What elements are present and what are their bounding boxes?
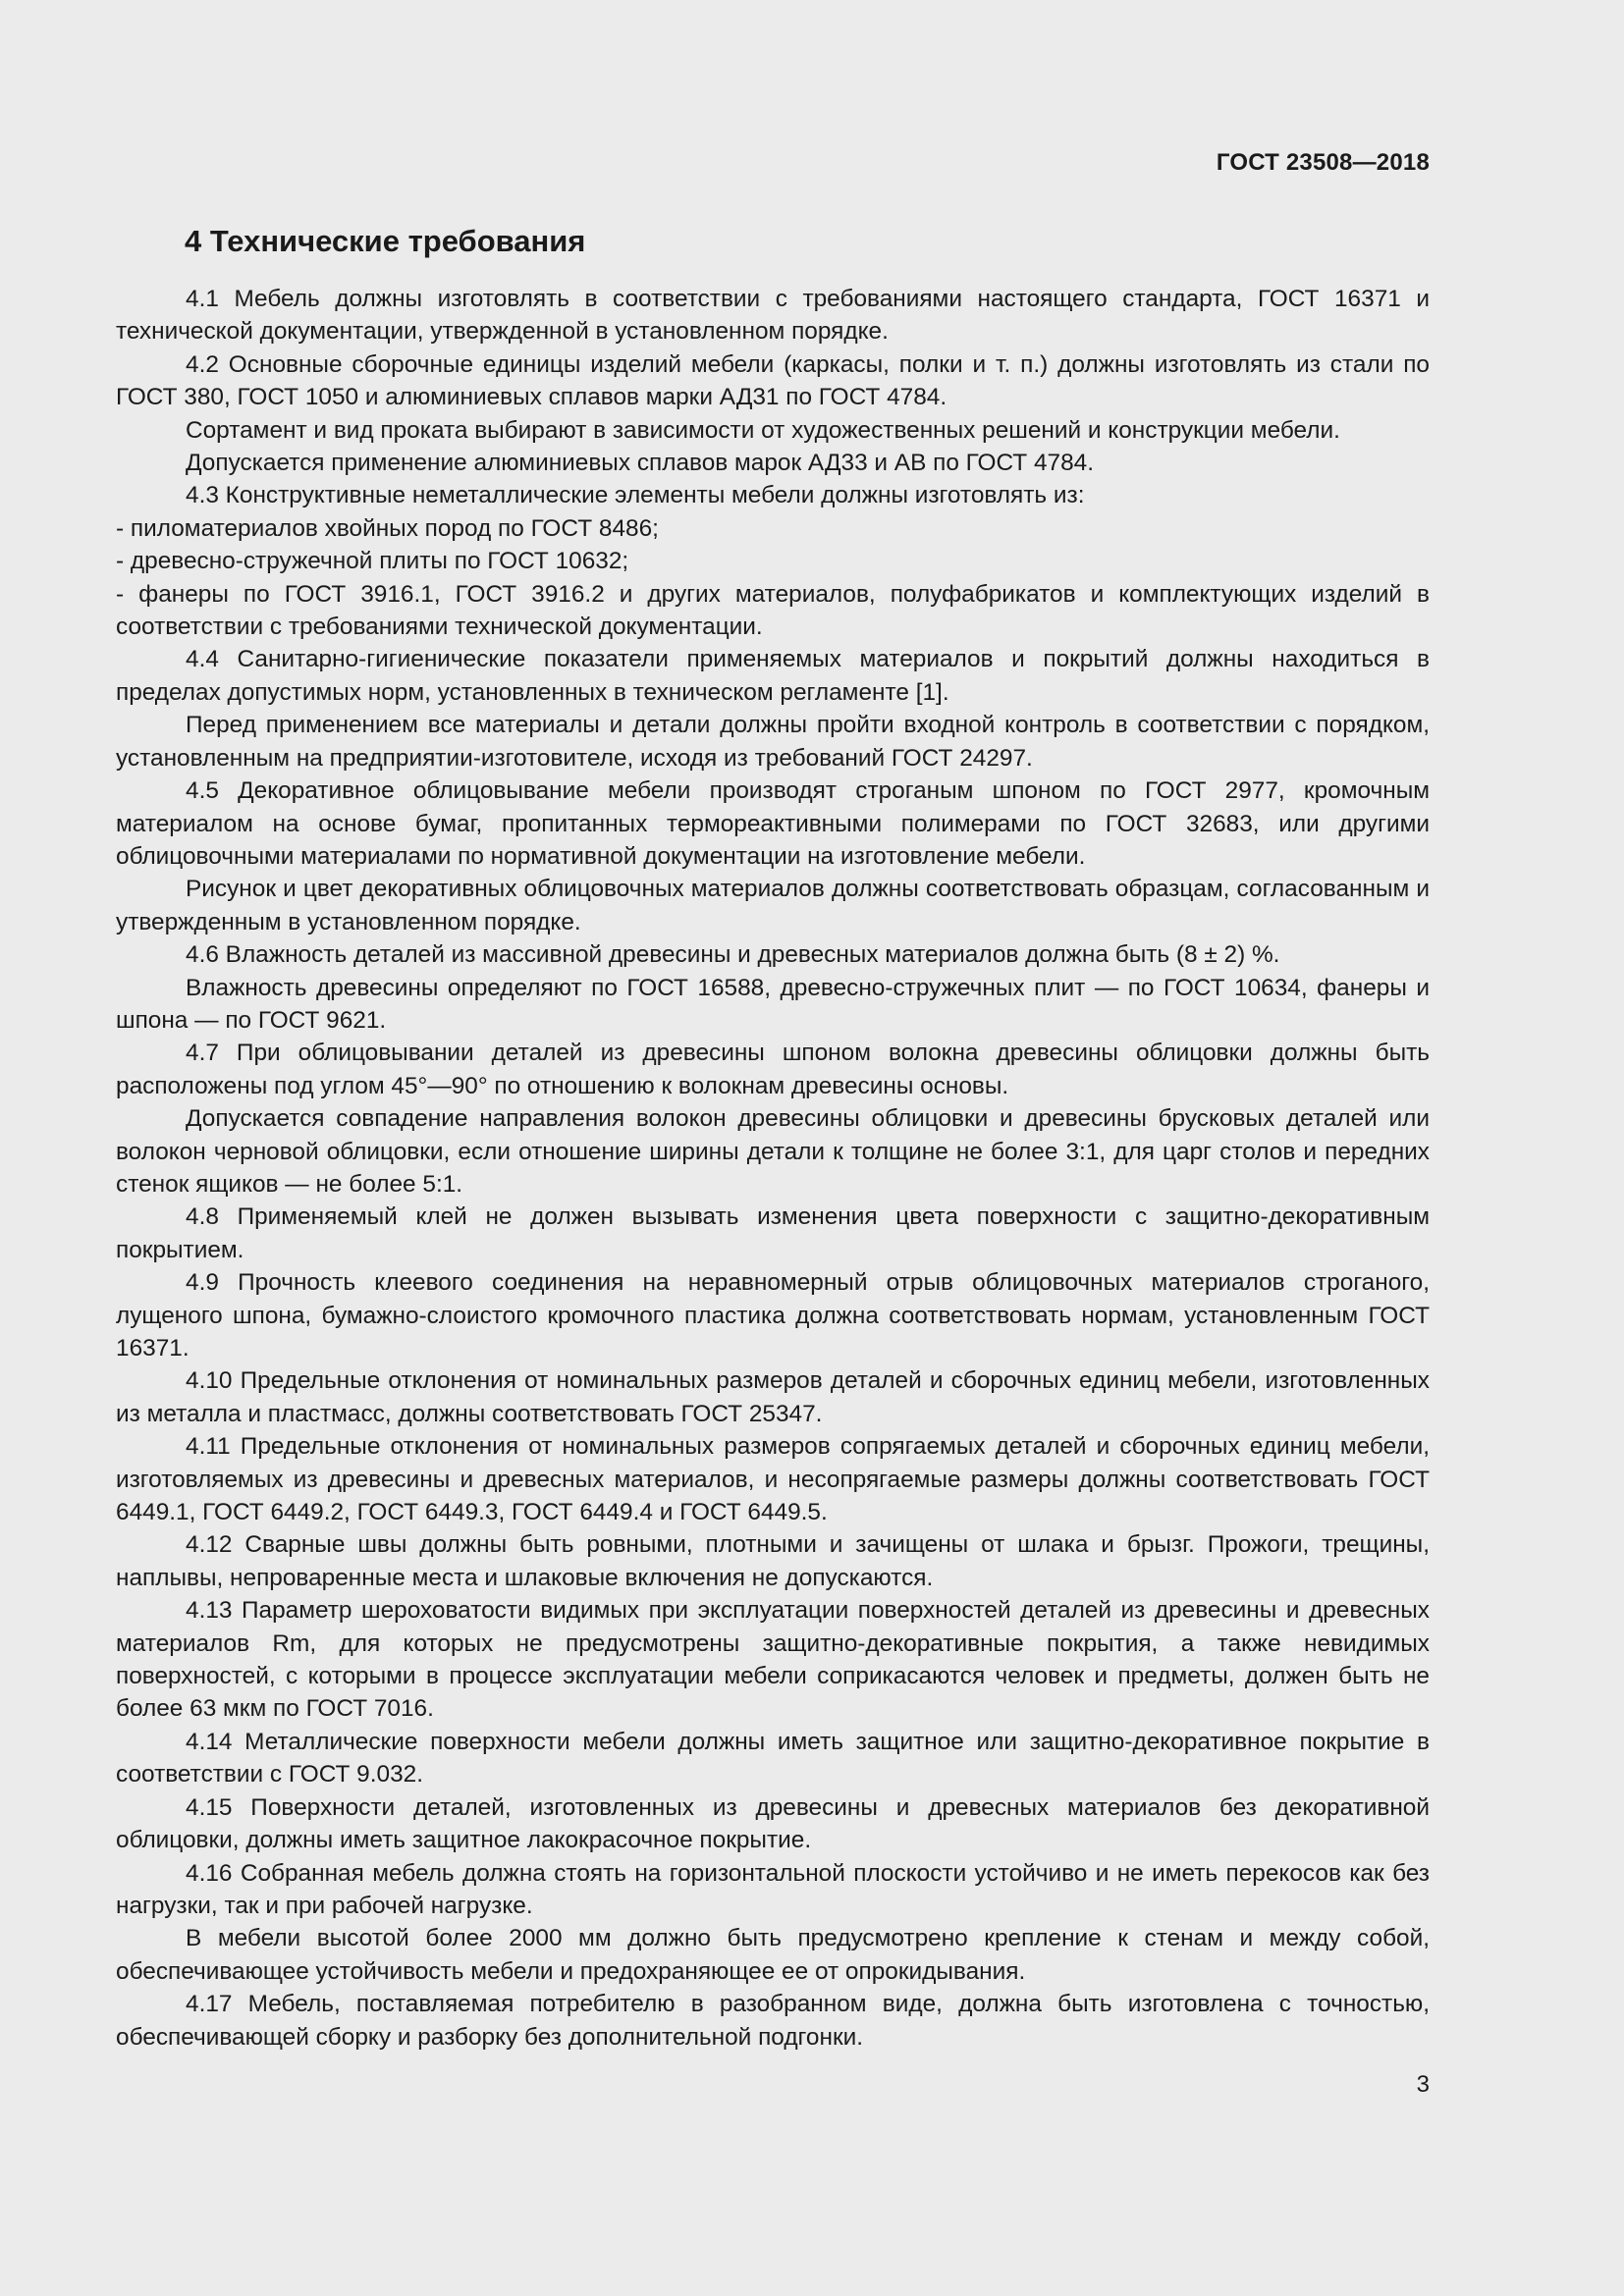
section-body [116,283,1430,2054]
list-item-plywood: - фанеры по ГОСТ 3916.1, ГОСТ 3916.2 и других материалов, полуфабрикатов и комплектующих изделий в соответствии с требованиями технической документации. [116,580,1430,641]
paragraph-pattern-color: Рисунок и цвет декоративных облицовочных материалов должны соответствовать образцам, согласованным и утвержденным в установленном порядке. [116,876,1430,935]
paragraph-4-9: 4.9 Прочность клеевого соединения на неравномерный отрыв облицовочных материалов строганого, лущеного шпона, бумажно-слоистого кромочного пластика должна соответствовать нормам, установленным ГОСТ 16371. [116,1269,1430,1362]
paragraph-4-2: 4.2 Основные сборочные единицы изделий мебели (каркасы, полки и т. п.) должны изготовлять из стали по ГОСТ 380, ГОСТ 1050 и алюминиевых сплавов марки АД31 по ГОСТ 4784. [116,350,1430,411]
document-number: ГОСТ 23508—2018 [1216,149,1430,176]
paragraph-4-13: 4.13 Параметр шероховатости видимых при эксплуатации поверхностей деталей из древесины и древесных материалов Rm, для которых не предусмотрены защитно-декоративные покрытия, а также невидимых поверхностей, с которыми в процессе эксплуатации мебели соприкасаются человек и предметы, должен быть не более 63 мкм по ГОСТ 7016. [116,1597,1430,1723]
paragraph-wall-mounting: В мебели высотой более 2000 мм должно быть предусмотрено крепление к стенам и между собой, обеспечивающее устойчивость мебели и предохраняющее ее от опрокидывания. [116,1925,1430,1985]
paragraph-4-17: 4.17 Мебель, поставляемая потребителю в разобранном виде, должна быть изготовлена с точностью, обеспечивающей сборку и разборку без дополнительной подгонки. [116,1991,1430,2051]
paragraph-input-control: Перед применением все материалы и детали должны пройти входной контроль в соответствии с порядком, установленным на предприятии-изготовителе, исходя из требований ГОСТ 24297. [116,712,1430,772]
paragraph-4-10: 4.10 Предельные отклонения от номинальных размеров деталей и сборочных единиц мебели, изготовленных из металла и пластмасс, должны соответствовать ГОСТ 25347. [116,1367,1430,1427]
paragraph-4-6: 4.6 Влажность деталей из массивной древесины и древесных материалов должна быть (8 ± 2) %. [186,941,1280,969]
paragraph-4-3: 4.3 Конструктивные неметаллические элементы мебели должны изготовлять из: [186,482,1085,509]
paragraph-4-7: 4.7 При облицовывании деталей из древесины шпоном волокна древесины облицовки должны быть расположены под углом 45°—90° по отношению к волокнам древесины основы. [116,1040,1430,1099]
paragraph-4-8: 4.8 Применяемый клей не должен вызывать изменения цвета поверхности с защитно-декоративным покрытием. [116,1203,1430,1263]
paragraph-4-14: 4.14 Металлические поверхности мебели должны иметь защитное или защитно-декоративное покрытие в соответствии с ГОСТ 9.032. [116,1728,1430,1789]
paragraph-4-12: 4.12 Сварные швы должны быть ровными, плотными и зачищены от шлака и брызг. Прожоги, трещины, наплывы, непроваренные места и шлаковые включения не допускаются. [116,1531,1430,1591]
paragraph-alloys: Допускается применение алюминиевых сплавов марок АД33 и АВ по ГОСТ 4784. [186,450,1094,477]
paragraph-moisture-method: Влажность древесины определяют по ГОСТ 16588, древесно-стружечных плит — по ГОСТ 10634, фанеры и шпона — по ГОСТ 9621. [116,974,1430,1034]
paragraph-4-15: 4.15 Поверхности деталей, изготовленных из древесины и древесных материалов без декоративной облицовки, должны иметь защитное лакокрасочное покрытие. [116,1793,1430,1854]
paragraph-4-4: 4.4 Санитарно-гигиенические показатели применяемых материалов и покрытий должны находиться в пределах допустимых норм, установленных в техническом регламенте [1]. [116,646,1430,706]
paragraph-4-5: 4.5 Декоративное облицовывание мебели производят строганым шпоном по ГОСТ 2977, кромочным материалом на основе бумаг, пропитанных термореактивными полимерами по ГОСТ 32683, или другими облицовочными материалами по нормативной документации на изготовление мебели. [116,777,1430,870]
paragraph-4-16: 4.16 Собранная мебель должна стоять на горизонтальной плоскости устойчиво и не иметь перекосов как без нагрузки, так и при рабочей нагрузке. [116,1859,1430,1919]
paragraph-4-1: 4.1 Мебель должны изготовлять в соответствии с требованиями настоящего стандарта, ГОСТ 16371 и технической документации, утвержденной в установленном порядке. [116,286,1430,346]
list-item-particleboard: - древесно-стружечной плиты по ГОСТ 10632; [116,548,629,575]
list-item-lumber: - пиломатериалов хвойных пород по ГОСТ 8486; [116,514,659,542]
page-number: 3 [1416,2071,1430,2098]
paragraph-4-11: 4.11 Предельные отклонения от номинальных размеров сопрягаемых деталей и сборочных единиц мебели, изготовляемых из древесины и древесных материалов, и несопрягаемые размеры должны соответствовать ГОСТ 6449.1, ГОСТ 6449.2, ГОСТ 6449.3, ГОСТ 6449.4 и ГОСТ 6449.5. [116,1433,1430,1526]
section-title: 4 Технические требования [185,224,586,258]
paragraph-fiber-direction: Допускается совпадение направления волокон древесины облицовки и древесины брусковых деталей или волокон черновой облицовки, если отношение ширины детали к толщине не более 3:1, для царг столов и передних стенок ящиков — не более 5:1. [116,1105,1430,1198]
paragraph-rolled-metal: Сортамент и вид проката выбирают в зависимости от художественных решений и конструкции мебели. [186,416,1340,444]
